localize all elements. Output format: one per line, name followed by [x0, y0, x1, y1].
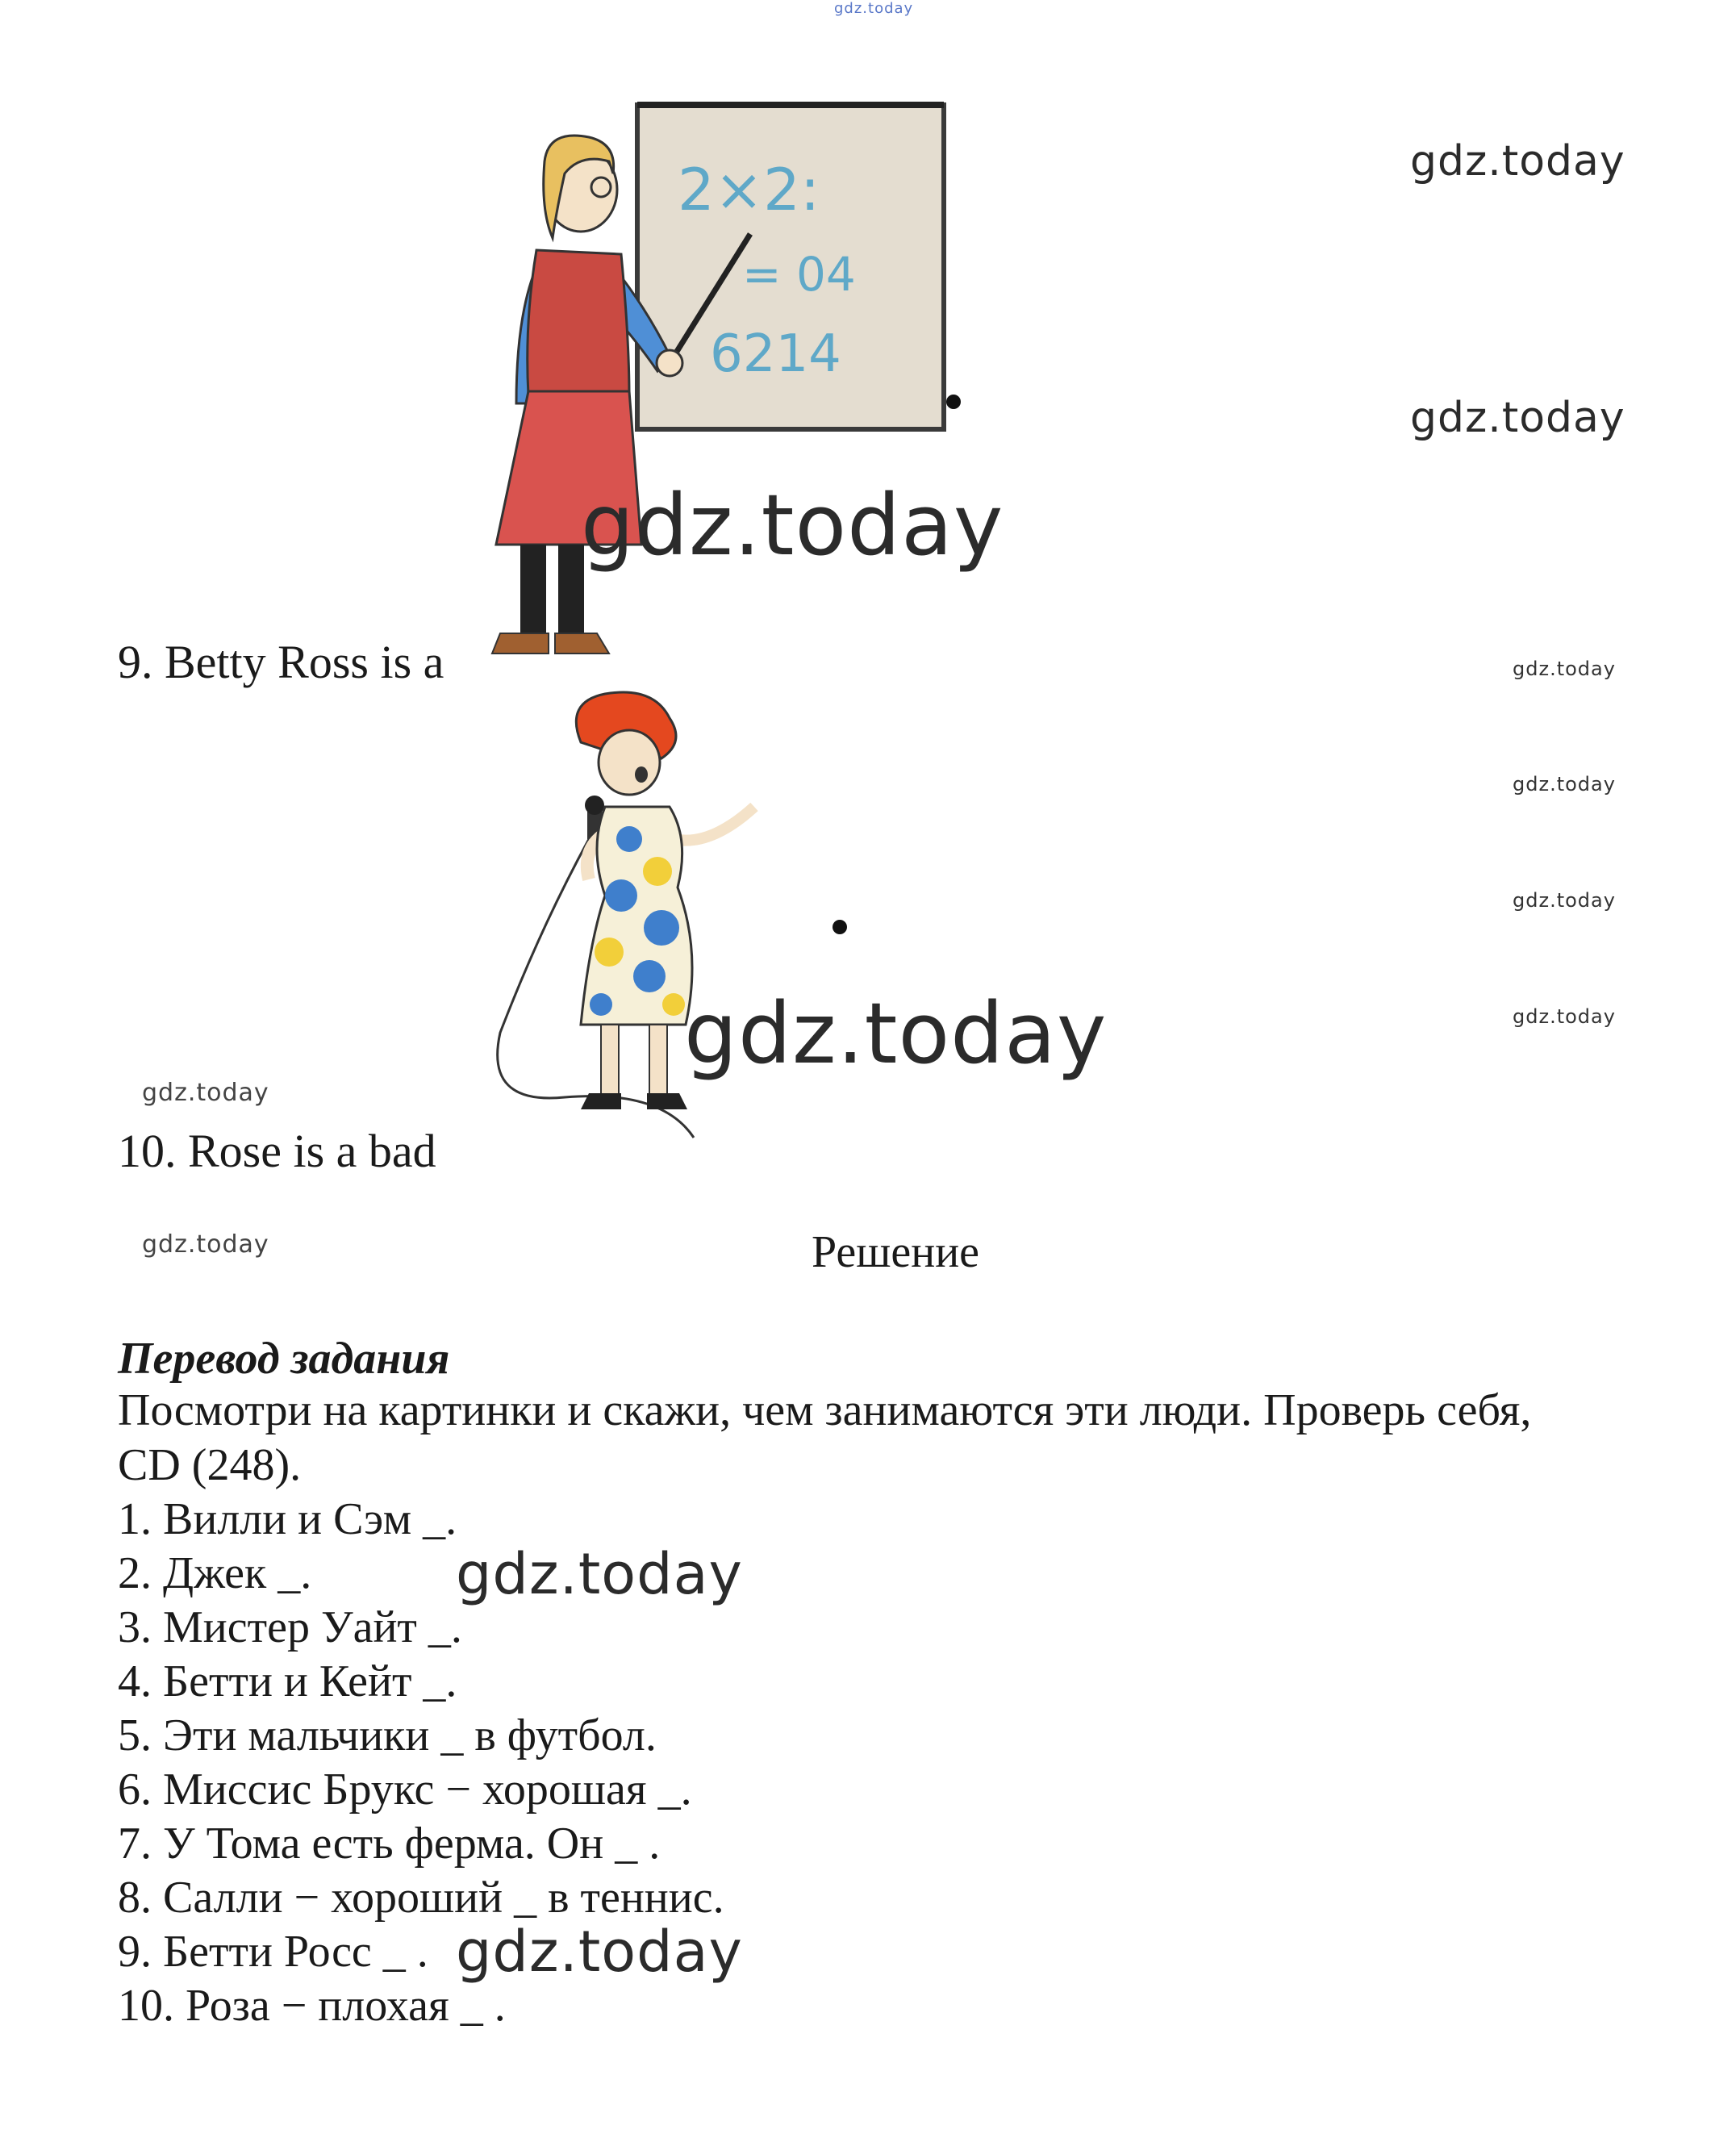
watermark-top: gdz.today [834, 0, 914, 17]
watermark: gdz.today [581, 476, 1004, 574]
exercise-item-9: 9. Betty Ross is a [118, 636, 444, 688]
translation-item: 5. Эти мальчики _ в футбол. [118, 1710, 657, 1760]
watermark: gdz.today [1513, 889, 1616, 912]
watermark: gdz.today [1513, 1005, 1616, 1028]
translation-item: 9. Бетти Росс _ . [118, 1927, 428, 1977]
watermark: gdz.today [456, 1919, 743, 1985]
exercise-item-10: 10. Rose is a bad [118, 1125, 436, 1177]
dot-1 [946, 395, 961, 409]
instruction-line-2: CD (248). [118, 1440, 302, 1490]
translation-title: Перевод задания [118, 1334, 450, 1384]
watermark: gdz.today [142, 1230, 269, 1259]
board-line2: = 04 [742, 247, 856, 302]
translation-item: 4. Бетти и Кейт _. [118, 1656, 457, 1706]
board-line1: 2×2: [678, 156, 820, 223]
translation-item: 6. Миссис Брукс − хорошая _. [118, 1764, 692, 1815]
watermark: gdz.today [142, 1079, 269, 1107]
watermark: gdz.today [1513, 773, 1616, 796]
board-line3: 6214 [710, 324, 841, 384]
solution-heading: Решение [812, 1227, 980, 1277]
watermark: gdz.today [1410, 137, 1625, 186]
translation-item: 7. У Тома есть ферма. Он _ . [118, 1819, 661, 1869]
watermark: gdz.today [684, 984, 1108, 1083]
dot-2 [833, 920, 847, 934]
translation-item: 8. Салли − хороший _ в теннис. [118, 1873, 724, 1923]
translation-item: 3. Мистер Уайт _. [118, 1602, 462, 1652]
instruction-line-1: Посмотри на картинки и скажи, чем занимаются эти люди. Проверь себя, [118, 1385, 1532, 1435]
teacher-illustration [468, 97, 968, 686]
translation-item: 10. Роза − плохая _ . [118, 1981, 506, 2031]
watermark: gdz.today [456, 1541, 743, 1607]
watermark: gdz.today [1410, 394, 1625, 442]
translation-item: 2. Джек _. [118, 1548, 312, 1598]
watermark: gdz.today [1513, 658, 1616, 680]
translation-item: 1. Вилли и Сэм _. [118, 1494, 457, 1544]
